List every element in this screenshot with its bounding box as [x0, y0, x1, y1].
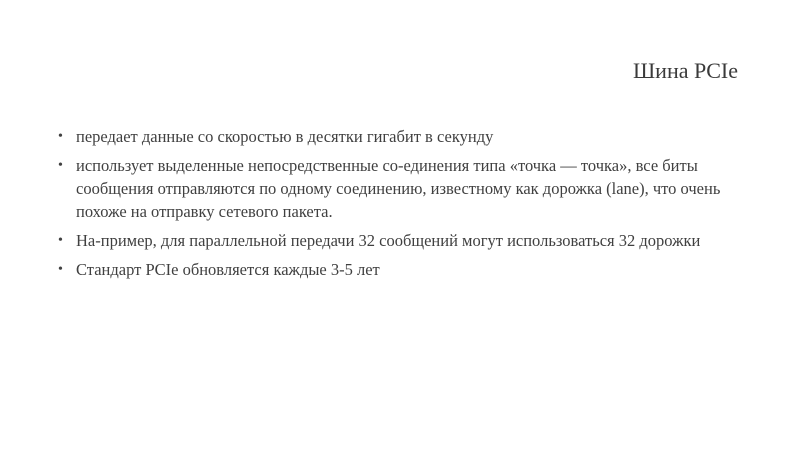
bullet-item: [58, 229, 748, 252]
bullet-text: Стандарт PCIe обновляется каждые 3-5 лет: [76, 260, 380, 279]
bullet-text: использует выделенные непосредственные со-единения типа «точка — точка», все биты сообщения отправляются по одному соединению, известному как дорожка (lane), что очень похоже на отправку сетевого пакета.: [76, 156, 721, 221]
bullet-marker-icon: •: [58, 262, 63, 277]
bullet-item: [58, 125, 748, 148]
slide-title: Шина PCIe: [632, 58, 738, 83]
bullet-item: [58, 154, 748, 223]
bullet-list: [58, 125, 748, 287]
bullet-text: На-пример, для параллельной передачи 32 сообщений могут использоваться 32 дорожки: [76, 231, 701, 250]
bullet-item: [58, 258, 748, 281]
bullet-marker-icon: •: [58, 158, 63, 173]
bullet-text: передает данные со скоростью в десятки гигабит в секунду: [76, 127, 494, 146]
bullet-marker-icon: •: [58, 233, 63, 248]
bullet-marker-icon: •: [58, 129, 63, 144]
